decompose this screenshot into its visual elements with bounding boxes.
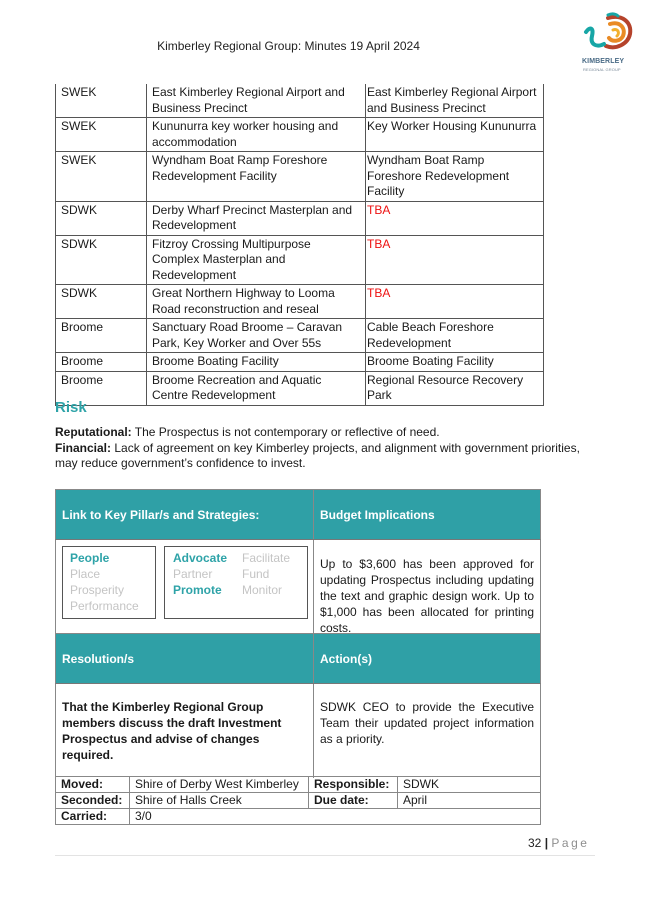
project-cell: Broome Recreation and Aquatic Centre Redevelopment <box>147 371 366 405</box>
org-cell: SWEK <box>56 118 147 152</box>
risk-heading: Risk <box>55 399 87 416</box>
strategy-facilitate: Facilitate <box>242 551 291 565</box>
logo-subtitle: REGIONAL GROUP <box>583 67 621 72</box>
page-label: Page <box>551 836 590 850</box>
org-cell: SDWK <box>56 201 147 235</box>
action-text: SDWK CEO to provide the Executive Team their updated project information as a priority. <box>320 700 534 746</box>
project-cell: Broome Boating Facility <box>147 353 366 372</box>
pillar-prosperity: Prosperity <box>70 583 125 597</box>
org-cell: Broome <box>56 353 147 372</box>
summary-header-row-1 <box>55 489 541 540</box>
summary-body-row-2 <box>55 684 541 778</box>
org-cell: Broome <box>56 319 147 353</box>
page-number-value: 32 <box>528 836 542 850</box>
pillar-performance: Performance <box>70 599 139 613</box>
footer-divider <box>55 855 595 856</box>
logo-wordmark: KIMBERLEY <box>582 58 625 65</box>
pillar-people: People <box>70 551 110 565</box>
project-cell: Kununurra key worker housing and accommodation <box>147 118 366 152</box>
strategies-grid <box>173 550 307 598</box>
reputational-label: Reputational: <box>55 425 132 439</box>
strategy-fund: Fund <box>242 567 270 581</box>
responsible-value: SDWK <box>398 777 541 793</box>
org-cell: SDWK <box>56 285 147 319</box>
resolution-text: That the Kimberley Regional Group members discuss the draft Investment Prospectus and advise of changes required. <box>56 684 314 778</box>
budget-text: Up to $3,600 has been approved for updating Prospectus including updating the text and graphic design work. Up to $1,000 has been allocated for printing costs. <box>320 557 534 635</box>
org-cell: SWEK <box>56 152 147 202</box>
strategy-promote: Promote <box>173 583 222 597</box>
kimberley-swirl-logo-icon <box>578 12 636 58</box>
strategy-monitor: Monitor <box>242 583 283 597</box>
strategy-advocate: Advocate <box>173 551 228 565</box>
project-cell: Wyndham Boat Ramp Foreshore Redevelopment Facility <box>147 152 366 202</box>
project-row <box>56 319 544 353</box>
due-date-value: April <box>398 793 541 809</box>
summary-table <box>55 489 541 778</box>
org-cell: Broome <box>56 371 147 405</box>
pillars-box <box>62 546 156 619</box>
summary-body-row-1 <box>55 540 541 633</box>
carried-label: Carried: <box>56 809 130 825</box>
action-header: Action(s) <box>320 651 372 666</box>
project-row <box>56 84 544 118</box>
strategies-box <box>164 546 308 619</box>
org-cell: SWEK <box>56 84 147 118</box>
project-cell: Fitzroy Crossing Multipurpose Complex Masterplan and Redevelopment <box>147 235 366 285</box>
kimberley-regional-group-logo <box>578 12 636 74</box>
project-row <box>56 152 544 202</box>
seconded-row <box>56 793 541 809</box>
project-row <box>56 201 544 235</box>
pillars-header: Link to Key Pillar/s and Strategies: <box>56 490 314 539</box>
page-number <box>528 836 589 850</box>
summary-header-row-2 <box>55 633 541 684</box>
pillars-cell <box>56 540 314 633</box>
project-row <box>56 371 544 405</box>
seconded-label: Seconded: <box>56 793 130 809</box>
project-row <box>56 285 544 319</box>
prospectus-cell: TBA <box>366 285 544 319</box>
carried-row <box>56 809 541 825</box>
project-row <box>56 353 544 372</box>
project-cell: Great Northern Highway to Looma Road reconstruction and reseal <box>147 285 366 319</box>
project-row <box>56 118 544 152</box>
project-cell: East Kimberley Regional Airport and Business Precinct <box>147 84 366 118</box>
due-date-label: Due date: <box>309 793 398 809</box>
motion-details-table <box>55 776 541 825</box>
prospectus-cell: Cable Beach Foreshore Redevelopment <box>366 319 544 353</box>
project-cell: Derby Wharf Precinct Masterplan and Redevelopment <box>147 201 366 235</box>
financial-text: Lack of agreement on key Kimberley projects, and alignment with government priorities, may reduce government’s confidence to invest. <box>55 440 580 470</box>
page-separator: | <box>541 836 552 850</box>
seconded-value: Shire of Halls Creek <box>130 793 309 809</box>
strategy-partner: Partner <box>173 567 213 581</box>
prospectus-cell: Regional Resource Recovery Park <box>366 371 544 405</box>
project-row <box>56 235 544 285</box>
pillar-place: Place <box>70 567 101 581</box>
moved-row <box>56 777 541 793</box>
risk-text <box>55 425 595 472</box>
header-title-text: Kimberley Regional Group: Minutes 19 April 2024 <box>157 39 420 53</box>
prospectus-cell: TBA <box>366 235 544 285</box>
financial-label: Financial: <box>55 440 112 455</box>
reputational-risk <box>55 425 595 441</box>
resolution-header: Resolution/s <box>56 634 314 683</box>
reputational-text: The Prospectus is not contemporary or reflective of need. <box>131 425 440 439</box>
org-cell: SDWK <box>56 235 147 285</box>
budget-header: Budget Implications <box>320 507 435 522</box>
prospectus-cell: East Kimberley Regional Airport and Business Precinct <box>366 84 544 118</box>
moved-label: Moved: <box>56 777 130 793</box>
carried-value: 3/0 <box>130 809 541 825</box>
responsible-label: Responsible: <box>309 777 398 793</box>
financial-risk <box>55 441 595 472</box>
document-header-title <box>0 39 653 53</box>
prospectus-cell: Wyndham Boat Ramp Foreshore Redevelopment Facility <box>366 152 544 202</box>
prospectus-cell: TBA <box>366 201 544 235</box>
prospectus-cell: Key Worker Housing Kununurra <box>366 118 544 152</box>
moved-value: Shire of Derby West Kimberley <box>130 777 309 793</box>
project-table <box>55 84 544 406</box>
prospectus-cell: Broome Boating Facility <box>366 353 544 372</box>
project-cell: Sanctuary Road Broome – Caravan Park, Key Worker and Over 55s <box>147 319 366 353</box>
